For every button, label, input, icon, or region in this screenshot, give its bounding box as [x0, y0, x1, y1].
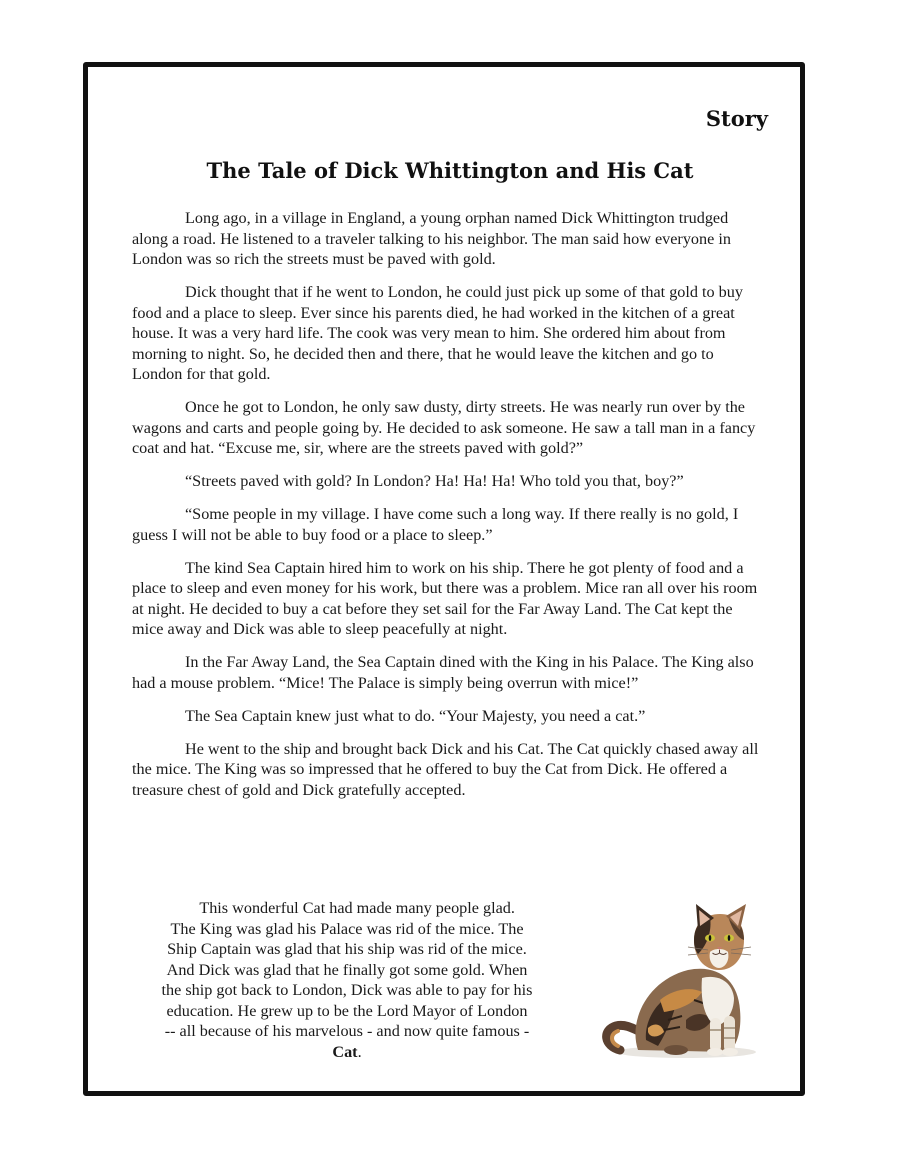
cat-illustration-icon — [598, 900, 766, 1060]
story-paragraph: Once he got to London, he only saw dusty, dirty streets. He was nearly run over by the wagons and carts and people going by. He decided to ask someone. He saw a tall man in a fancy coat and hat. “Excuse me, sir, where are the streets paved with gold?” — [132, 398, 756, 457]
story-paragraph: The Sea Captain knew just what to do. “Your Majesty, you need a cat.” — [185, 706, 646, 725]
closing-line: This wonderful Cat had made many people glad. — [179, 899, 515, 917]
closing-final-punct: . — [357, 1042, 362, 1061]
closing-line: education. He grew up to be the Lord Mayor of London — [166, 1001, 528, 1020]
story-paragraph: “Streets paved with gold? In London? Ha! Ha! Ha! Who told you that, boy?” — [185, 472, 684, 490]
story-paragraph: “Some people in my village. I have come such a long way. If there really is no gold, I guess I will not be able to buy food or a place to sleep.” — [132, 505, 739, 544]
story-title: The Tale of Dick Whittington and His Cat — [206, 158, 694, 183]
story-paragraph: In the Far Away Land, the Sea Captain dined with the King in his Palace. The King also had a mouse problem. “Mice! The Palace is simply being overrun with mice!” — [132, 653, 754, 692]
closing-paragraph — [132, 898, 562, 1062]
closing-final-word: Cat — [332, 1042, 358, 1061]
closing-line: The King was glad his Palace was rid of the mice. The — [170, 919, 524, 938]
story-paragraph: Dick thought that if he went to London, he could just pick up some of that gold to buy food and a place to sleep. Ever since his parents died, he had worked in the kitchen of a great house. It was a very hard life. The cook was very mean to him. She ordered him about from morning to night. So, he decided then and there, that he would leave the kitchen and go to London for that gold. — [132, 283, 743, 383]
closing-line: the ship got back to London, Dick was able to pay for his — [161, 981, 533, 999]
closing-line: -- all because of his marvelous - and now quite famous - — [164, 1022, 530, 1040]
story-body — [132, 208, 764, 813]
closing-final-line — [132, 1042, 562, 1063]
story-paragraph: The kind Sea Captain hired him to work on his ship. There he got plenty of food and a place to sleep and even money for his work, but there was a problem. Mice ran all over his room at night. He decided to buy a cat before they set sail for the Far Away Land. The Cat kept the mice away and Dick was able to sleep peacefully at night. — [132, 558, 758, 638]
section-label: Story — [705, 106, 768, 131]
closing-line: Ship Captain was glad that his ship was rid of the mice. — [167, 940, 527, 958]
story-paragraph: He went to the ship and brought back Dick and his Cat. The Cat quickly chased away all the mice. The King was so impressed that he offered to buy the Cat from Dick. He offered a treasure chest of gold and Dick gratefully accepted. — [132, 739, 759, 799]
closing-line: And Dick was glad that he finally got some gold. When — [166, 960, 528, 979]
story-paragraph: Long ago, in a village in England, a young orphan named Dick Whittington trudged along a road. He listened to a traveler talking to his neighbor. The man said how everyone in London was so rich the streets must be paved with gold. — [132, 209, 731, 268]
